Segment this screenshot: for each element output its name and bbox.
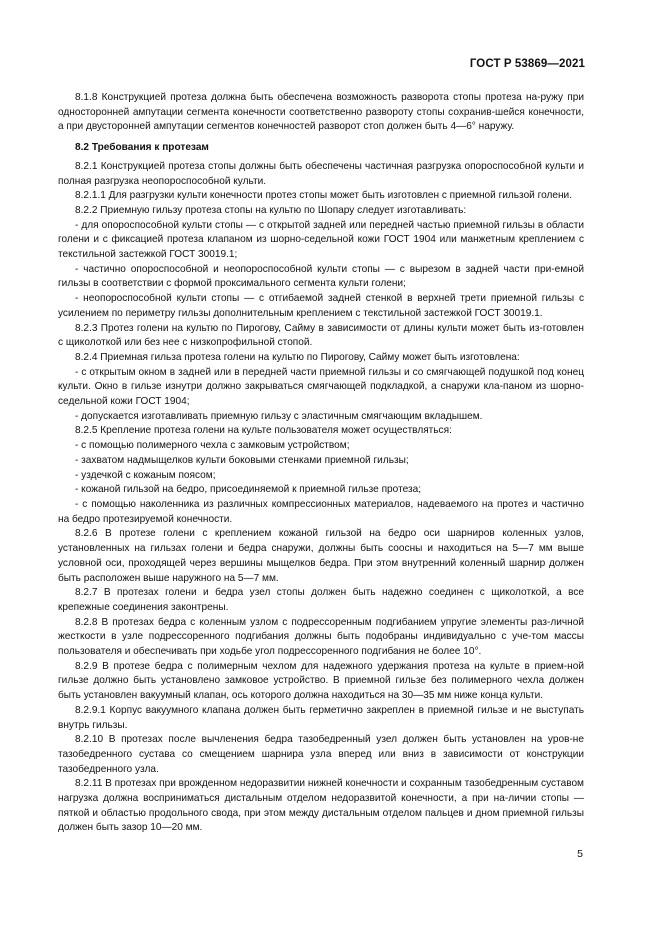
document-body [58, 91, 584, 836]
paragraph-8-2-2: 8.2.2 Приемную гильзу протеза стопы на культю по Шопару следует изготавливать: [75, 204, 467, 216]
paragraph-8-2-11: 8.2.11 В протезах при врожденном недоразвитии нижней конечности и сохранным тазобедренным суставом нагрузка должна восприниматься дистальным отделом недоразвитой конечности, а при на-личии стопы — пяткой и областью продольного свода, при этом между дистальным отделом пальцев и дном приемной гильзы должен быть зазор 10—20 мм. [58, 778, 584, 834]
list-item: - с помощью наколенника из различных компрессионных материалов, надеваемого на протез и частично на бедро протезируемой конечности. [58, 498, 584, 525]
list-item: - кожаной гильзой на бедро, присоединяемой к приемной гильзе протеза; [75, 484, 422, 496]
paragraph-8-2-6: 8.2.6 В протезе голени с креплением кожаной гильзой на бедро оси шарниров коленных узлов, установленных на гильзах голени и бедра снаружи, должны быть соосны и находиться на 5—7 мм выше условной оси, проходящей через вершины мыщелков бедра. При этом внутренний коленный шарнир должен быть расположен выше наружного на 5—7 мм. [58, 528, 584, 584]
paragraph-8-2-9-1: 8.2.9.1 Корпус вакуумного клапана должен быть герметично закреплен в приемной гильзе и не выступать внутрь гильзы. [58, 704, 584, 731]
list-item: - частично опороспособной и неопороспособной культи стопы — с вырезом в задней части при-емной гильзы в соответствии с формой проксимального сегмента культи голени; [58, 263, 584, 290]
paragraph-8-1-8: 8.1.8 Конструкцией протеза должна быть обеспечена возможность разворота стопы протеза на-ружу при односторонней ампутации сегмента конечности соответственно развороту стопы сохранив-шейся конечности, а при двусторонней ампутации сегментов конечностей разворот стоп должен быть 4—6° наружу. [58, 92, 584, 133]
list-item: - допускается изготавливать приемную гильзу с эластичным смягчающим вкладышем. [75, 410, 483, 422]
paragraph-8-2-1: 8.2.1 Конструкцией протеза стопы должны быть обеспечены частичная разгрузка опороспособной культи и полная разгрузка неопороспособной культи. [58, 160, 584, 187]
list-item: - с открытым окном в задней или в передней части приемной гильзы и со смягчающей подушкой под конец культи. Окно в гильзе изнутри должно закрываться смягчающей подкладкой, а снаружи кла-паном из шорно-седельной кожи ГОСТ 1904; [58, 366, 584, 408]
list-item: - неопороспособной культи стопы — с отгибаемой задней стенкой в верхней трети приемной гильзы с усилением по периметру гильзы дополнительным креплением с текстильной застежкой ГОСТ 30019.1. [58, 293, 584, 319]
page-number: 5 [577, 848, 583, 860]
paragraph-8-2-3: 8.2.3 Протез голени на культю по Пирогову, Сайму в зависимости от длины культи может быть из-готовлен с щиколоткой или без нее с низкопрофильной стопой. [58, 322, 584, 349]
paragraph-8-2-1-1: 8.2.1.1 Для разгрузки культи конечности протез стопы может быть изготовлен с приемной гильзой голени. [75, 190, 572, 202]
paragraph-8-2-8: 8.2.8 В протезах бедра с коленным узлом с подрессоренным подгибанием упругие элементы раз-личной жесткости в узле подрессоренного подгибания должны быть подобраны индивидуально с уче-том массы пользователя и обеспечивать при ходьбе угол подрессоренного подгибания не более 10°. [58, 616, 584, 658]
paragraph-8-2-5: 8.2.5 Крепление протеза голени на культе пользователя может осуществляться: [75, 425, 452, 437]
section-heading-8-2: 8.2 Требования к протезам [75, 142, 209, 154]
standard-header: ГОСТ Р 53869—2021 [469, 58, 585, 70]
list-item: - с помощью полимерного чехла с замковым устройством; [75, 440, 350, 452]
list-item: - уздечкой с кожаным поясом; [75, 469, 216, 481]
paragraph-8-2-4: 8.2.4 Приемная гильза протеза голени на культю по Пирогову, Сайму может быть изготовлена: [75, 351, 520, 363]
paragraph-8-2-7: 8.2.7 В протезах голени и бедра узел стопы должен быть надежно соединен с щиколоткой, а все крепежные соединения законтрены. [58, 587, 584, 613]
list-item: - для опороспособной культи стопы — с открытой задней или передней частью приемной гильзы в области голени и с фиксацией протеза клапаном из шорно-седельной кожи ГОСТ 1904 или манжетным креплением с текстильной застежкой ГОСТ 30019.1; [58, 219, 584, 261]
list-item: - захватом надмыщелков культи боковыми стенками приемной гильзы; [75, 454, 409, 466]
paragraph-8-2-9: 8.2.9 В протезе бедра с полимерным чехлом для надежного удержания протеза на культе в прием-ной гильзе должно быть установлено замковое устройство. В приемной гильзе без полимерного чехла должен быть установлен вакуумный клапан, ось которого должна находиться на 30—35 мм ниже конца культи. [58, 660, 584, 702]
paragraph-8-2-10: 8.2.10 В протезах после вычленения бедра тазобедренный узел должен быть установлен на уров-не тазобедренного сустава со смещением шарнира узла вперед или вниз в зависимости от конструкции тазобедренного узла. [58, 734, 584, 775]
